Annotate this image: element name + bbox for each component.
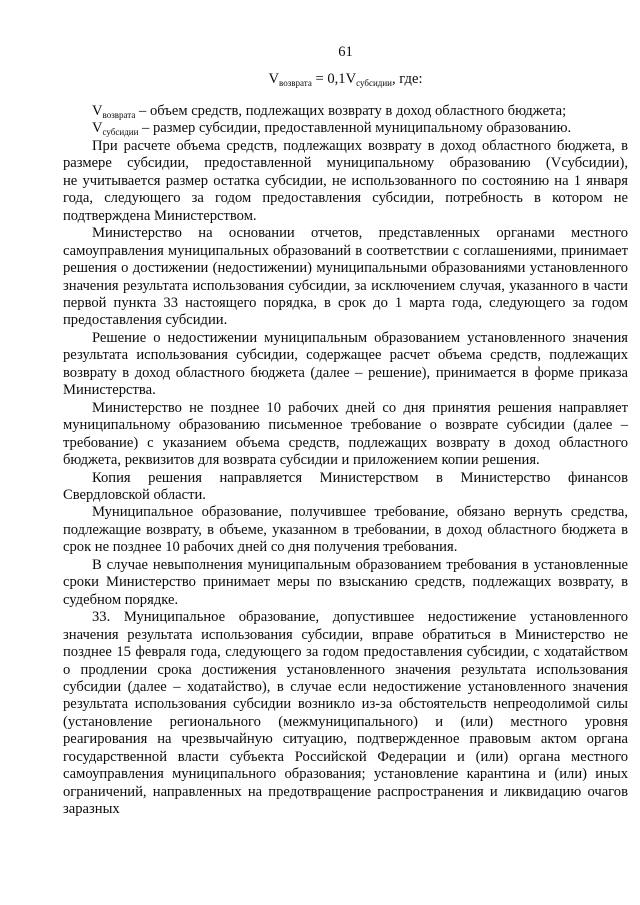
paragraph-return-demand: Министерство не позднее 10 рабочих дней со дня принятия решения направляет муниципальному образованию письменное требование о возврате субсидии (далее – требование) с указанием объема средств, подлежащих возврату в доход областного бюджета, реквизитов для возврата субсидии и приложением копии решения. [63,399,628,469]
formula-var-vreturn [268,71,311,87]
definition-vreturn-base: V [92,103,103,119]
definition-vsubsidy-subscript: субсидии [102,126,139,137]
paragraph-ministry-decisions: Министерство на основании отчетов, представленных органами местного самоуправления муниципальных образований в соответствии с соглашениями, принимает решения о достижении (недостижении) муниципальными образованиями установленного значения результата использования субсидии, за исключением случая, указанного в части первой пункта 33 настоящего порядка, в срок до 1 марта года, следующего за годом предоставления субсидии. [63,225,628,329]
paragraph-calculation-rule: При расчете объема средств, подлежащих возврату в доход областного бюджета, в размере субсидии, предоставленной муниципальному образованию (Vсубсидии), не учитывается размер остатка субсидии, не использованного по состоянию на 1 января года, следующего за годом предоставления субсидии, потребность в котором не подтверждена Министерством. [63,137,628,224]
document-body [63,103,628,819]
formula-suffix: , где: [392,71,423,87]
paragraph-court-recovery: В случае невыполнения муниципальным образованием требования в установленные сроки Министерство принимает меры по взысканию средств, подлежащих возврату, в судебном порядке. [63,556,628,608]
formula-line [63,71,628,88]
page-number: 61 [338,44,353,60]
definition-vreturn-text: – объем средств, подлежащих возврату в доход областного бюджета; [135,103,567,119]
formula-var-vsubsidy-base: V [345,71,357,87]
paragraph-return-obligation: Муниципальное образование, получившее требование, обязано вернуть средства, подлежащие возврату, в объеме, указанном в требовании, в доход областного бюджета в срок не позднее 10 рабочих дней со дня получения требования. [63,504,628,556]
formula-operator: = 0,1 [311,71,346,87]
paragraph-decision-form: Решение о недостижении муниципальным образованием установленного значения результата использования субсидии, содержащее расчет объема средств, подлежащих возврату в доход областного бюджета (далее – решение), принимается в форме приказа Министерства. [63,329,628,399]
paragraph-decision-copy: Копия решения направляется Министерством в Министерство финансов Свердловской области. [63,469,628,503]
definition-vreturn-subscript: возврата [102,109,136,120]
definition-vsubsidy-base: V [92,120,103,137]
definition-vsubsidy-text: – размер субсидии, предоставленной муниципальному образованию. [138,120,572,137]
formula-var-vsubsidy-subscript: субсидии [356,77,392,88]
definition-vsubsidy [63,120,628,137]
formula-var-vreturn-subscript: возврата [279,77,312,88]
paragraph-item-33: 33. Муниципальное образование, допустившее недостижение установленного значения результата использования субсидии, вправе обратиться в Министерство не позднее 15 февраля года, следующего за годом предоставления субсидии, с ходатайством о продлении срока достижения установленного значения результата использования субсидии (далее – ходатайство), в случае если недостижение установленного значения результата использования субсидии возникло из-за обстоятельств непреодолимой силы (установление регионального (межмуниципального) и (или) местного уровня реагирования на чрезвычайную ситуацию, подтвержденное правовым актом органа государственной власти субъекта Российской Федерации и (или) органа местного самоуправления муниципального образования; установление карантина и (или) иных ограничений, направленных на предотвращение распространения и ликвидацию очагов заразных [63,609,628,818]
formula-var-vsubsidy [346,71,392,87]
definition-vreturn [63,103,628,120]
formula-var-vreturn-base: V [268,71,280,87]
